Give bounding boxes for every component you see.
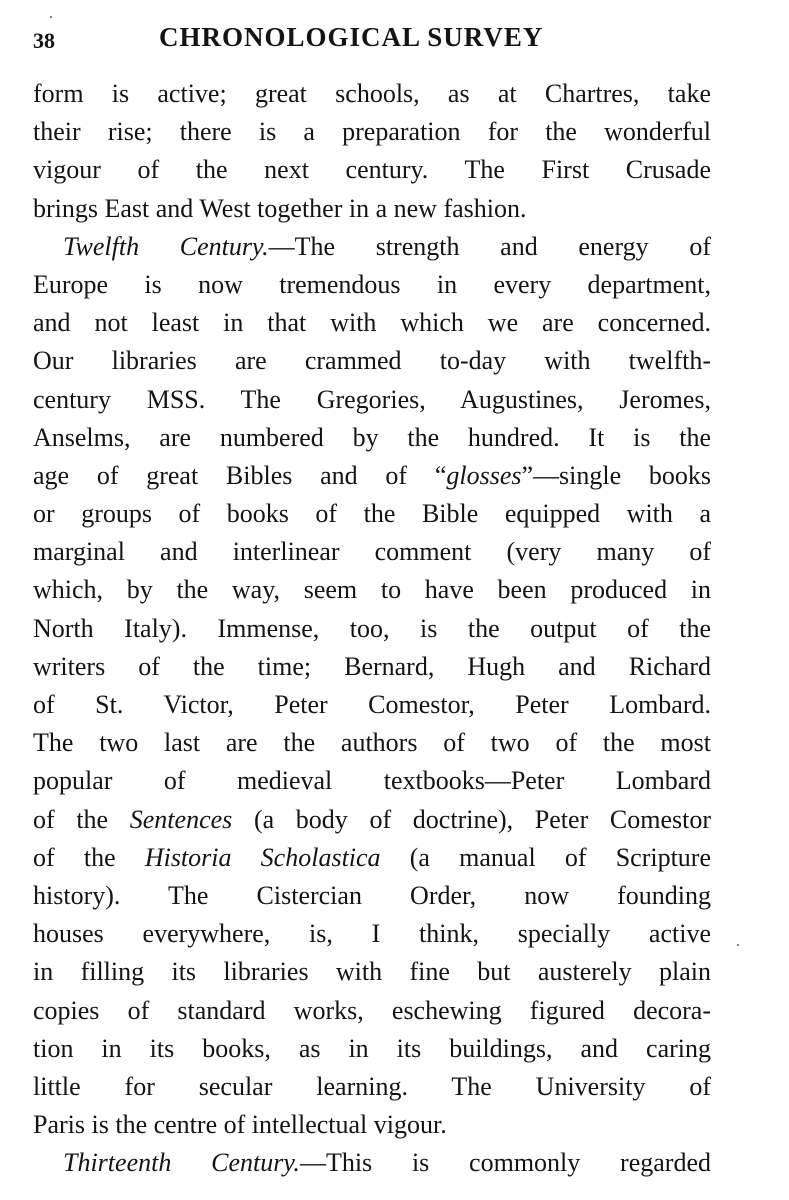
text-run: Our libraries are crammed to-day with twelfth-: [33, 346, 711, 376]
text-line: [33, 190, 711, 228]
text-run: copies of standard works, eschewing figured decora-: [33, 995, 711, 1025]
text-run: —This is commonly regarded: [299, 1148, 711, 1178]
text-run: (a body of doctrine), Peter Comestor: [232, 804, 711, 834]
text-run: Paris is the centre of intellectual vigour.: [33, 1110, 447, 1140]
text-run: of the: [33, 842, 145, 872]
text-run: or groups of books of the Bible equipped with a: [33, 499, 711, 529]
text-line: [33, 953, 711, 991]
italic-text: Twelfth Century.: [63, 231, 269, 261]
text-line: [33, 495, 711, 533]
text-line: [33, 75, 711, 113]
text-run: Anselms, are numbered by the hundred. It is the: [33, 422, 711, 452]
text-run: brings East and West together in a new fashion.: [33, 193, 527, 223]
text-line: [33, 915, 711, 953]
text-line: [33, 877, 711, 915]
text-line: [33, 151, 711, 189]
text-line: [33, 801, 711, 839]
text-line: [33, 1106, 711, 1144]
text-line: [33, 724, 711, 762]
text-run: marginal and interlinear comment (very many of: [33, 537, 711, 567]
text-run: history). The Cistercian Order, now founding: [33, 880, 711, 910]
italic-text: Historia Scholastica: [144, 842, 381, 872]
text-line: [33, 266, 711, 304]
text-run: writers of the time; Bernard, Hugh and Richard: [33, 651, 711, 681]
text-run: little for secular learning. The University of: [33, 1071, 711, 1101]
text-run: century MSS. The Gregories, Augustines, Jeromes,: [33, 384, 711, 414]
text-run: of the: [33, 804, 130, 834]
italic-text: Sentences: [129, 804, 233, 834]
page-number: 38: [33, 28, 55, 53]
text-line: [33, 686, 711, 724]
text-line: [33, 228, 711, 266]
text-line: [33, 839, 711, 877]
page-header: [33, 22, 723, 58]
text-line: [33, 533, 711, 571]
text-line: [33, 304, 711, 342]
print-speck: [737, 944, 739, 946]
print-speck: [50, 16, 52, 18]
text-run: popular of medieval textbooks—Peter Lombard: [33, 766, 711, 796]
text-run: form is active; great schools, as at Chartres, take: [33, 79, 711, 108]
text-run: —The strength and energy of: [268, 231, 711, 261]
text-run: which, by the way, seem to have been produced in: [33, 575, 711, 605]
text-line: [33, 1068, 711, 1106]
text-run: age of great Bibles and of “: [33, 460, 447, 490]
text-run: ”—single books: [521, 460, 711, 490]
text-line: [33, 762, 711, 800]
text-line: [33, 419, 711, 457]
text-line: [33, 648, 711, 686]
text-line: [33, 992, 711, 1030]
text-line: [33, 1030, 711, 1068]
text-run: North Italy). Immense, too, is the output of the: [33, 613, 711, 643]
italic-text: Thirteenth Century.: [63, 1148, 300, 1178]
text-line: [33, 113, 711, 151]
text-line: [33, 571, 711, 609]
text-run: Europe is now tremendous in every department,: [33, 269, 711, 299]
text-line: [33, 342, 711, 380]
text-run: The two last are the authors of two of the most: [33, 728, 711, 758]
running-head: CHRONOLOGICAL SURVEY: [159, 22, 544, 52]
body-text: [33, 75, 711, 1182]
text-run: in filling its libraries with fine but austerely plain: [33, 957, 711, 987]
text-line: [33, 457, 711, 495]
text-line: [33, 610, 711, 648]
text-line: [33, 1144, 711, 1182]
text-run: their rise; there is a preparation for the wonderful: [33, 117, 711, 147]
text-run: and not least in that with which we are concerned.: [33, 308, 711, 338]
text-run: of St. Victor, Peter Comestor, Peter Lombard.: [33, 690, 711, 719]
text-run: tion in its books, as in its buildings, and caring: [33, 1033, 711, 1063]
text-run: (a manual of Scripture: [380, 842, 711, 872]
text-run: vigour of the next century. The First Crusade: [33, 155, 711, 185]
italic-text: glosses: [446, 460, 522, 490]
text-line: [33, 381, 711, 419]
text-run: houses everywhere, is, I think, specially active: [33, 919, 711, 949]
